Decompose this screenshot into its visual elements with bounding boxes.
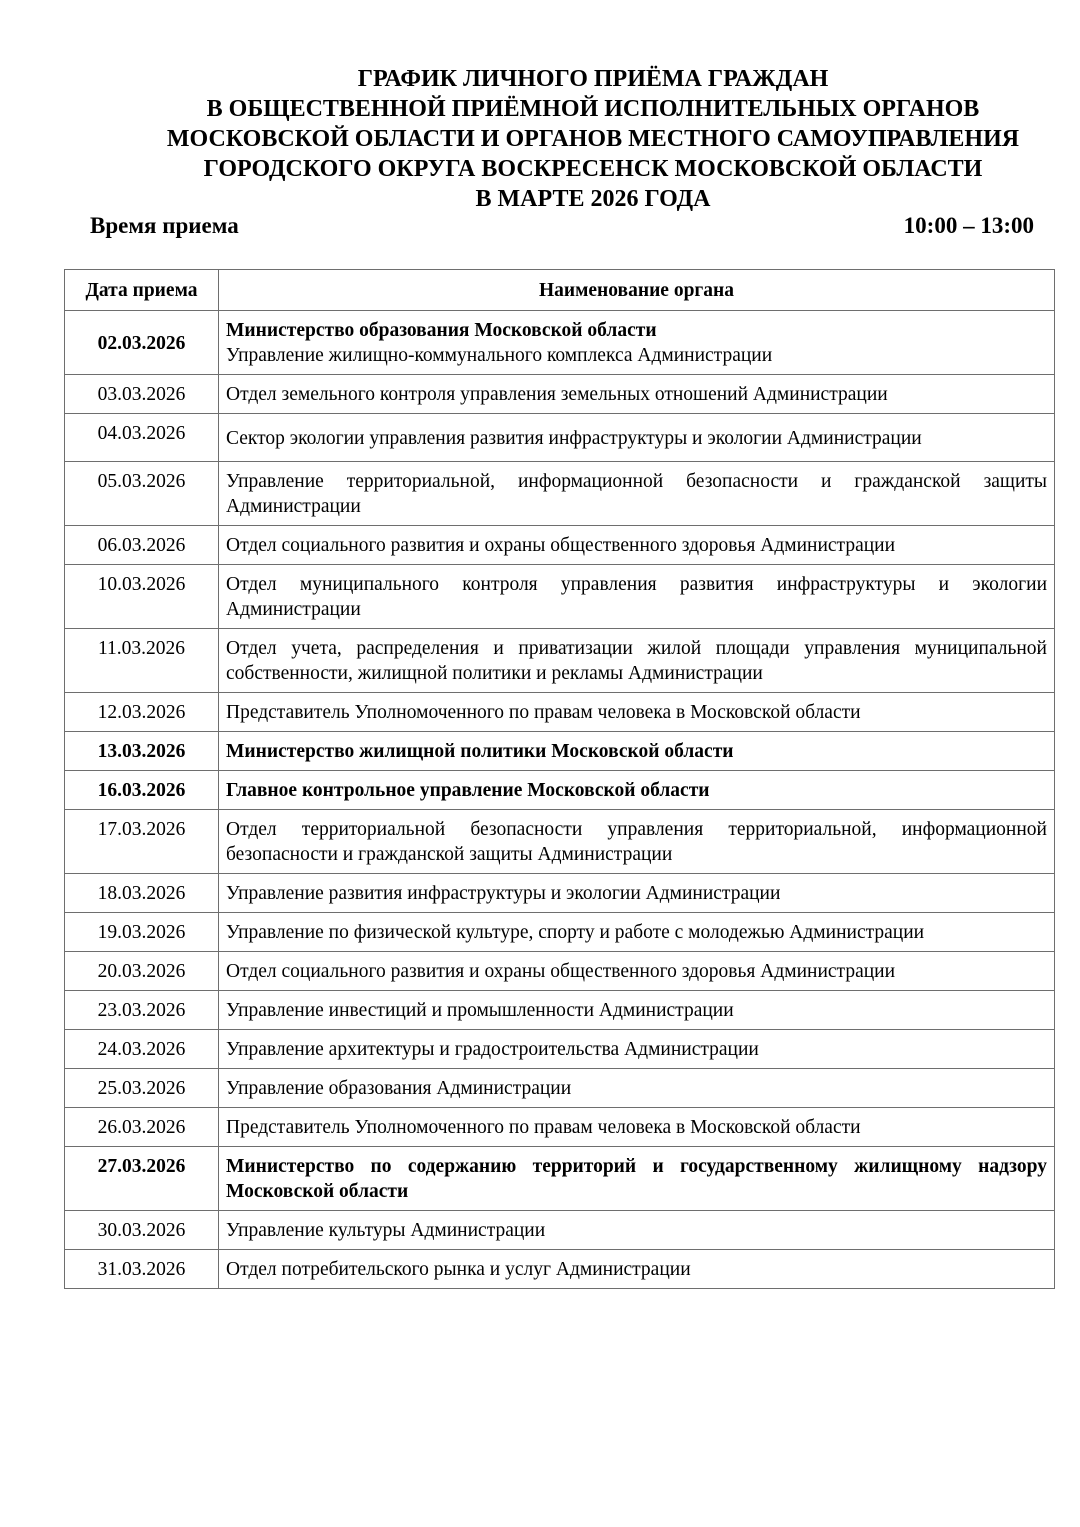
- reception-date: 19.03.2026: [65, 913, 219, 952]
- reception-date: 27.03.2026: [65, 1147, 219, 1211]
- table-row: [65, 629, 1055, 693]
- organ-cell: [219, 462, 1055, 526]
- title-line: ГРАФИК ЛИЧНОГО ПРИЁМА ГРАЖДАН: [357, 66, 829, 92]
- table-row: [65, 375, 1055, 414]
- organ-name: Отдел социального развития и охраны общественного здоровья Администрации: [226, 961, 896, 982]
- table-row: [65, 1211, 1055, 1250]
- table-row: [65, 1030, 1055, 1069]
- organ-name: Управление развития инфраструктуры и экологии Администрации: [226, 883, 781, 904]
- organ-name: Отдел территориальной безопасности управления территориальной, информационной безопасности и гражданской защиты Администрации: [226, 819, 1047, 865]
- organ-cell: [219, 311, 1055, 375]
- title-line: В ОБЩЕСТВЕННОЙ ПРИЁМНОЙ ИСПОЛНИТЕЛЬНЫХ ОРГАНОВ: [206, 96, 980, 122]
- organ-cell: [219, 693, 1055, 732]
- organ-name: Управление по физической культуре, спорту и работе с молодежью Администрации: [226, 922, 925, 943]
- table-row: [65, 1069, 1055, 1108]
- organ-cell: [219, 565, 1055, 629]
- organ-cell: [219, 952, 1055, 991]
- reception-time-value: 10:00 – 13:00: [903, 213, 1034, 238]
- table-row: [65, 311, 1055, 375]
- reception-date: 03.03.2026: [65, 375, 219, 414]
- organ-name: Министерство по содержанию территорий и государственному жилищному надзору Московской области: [226, 1156, 1047, 1202]
- organ-name: Отдел потребительского рынка и услуг Администрации: [226, 1259, 691, 1280]
- organ-name: Министерство жилищной политики Московской области: [226, 741, 734, 762]
- organ-name: Управление образования Администрации: [226, 1078, 572, 1099]
- organ-name: Отдел земельного контроля управления земельных отношений Администрации: [226, 384, 888, 405]
- reception-date: 16.03.2026: [65, 771, 219, 810]
- organ-cell: [219, 629, 1055, 693]
- reception-date: 02.03.2026: [65, 311, 219, 375]
- reception-date: 30.03.2026: [65, 1211, 219, 1250]
- column-header-organ: Наименование органа: [219, 270, 1055, 311]
- organ-name: Представитель Уполномоченного по правам человека в Московской области: [226, 1117, 861, 1138]
- title-line: МОСКОВСКОЙ ОБЛАСТИ И ОРГАНОВ МЕСТНОГО САМОУПРАВЛЕНИЯ: [166, 126, 1020, 152]
- title-line: ГОРОДСКОГО ОКРУГА ВОСКРЕСЕНСК МОСКОВСКОЙ ОБЛАСТИ: [203, 156, 983, 182]
- reception-date: 20.03.2026: [65, 952, 219, 991]
- organ-name: Министерство образования Московской области: [226, 320, 657, 341]
- reception-date: 31.03.2026: [65, 1250, 219, 1289]
- schedule-table: [64, 269, 1055, 1289]
- table-row: [65, 991, 1055, 1030]
- table-row: [65, 565, 1055, 629]
- organ-name: Отдел учета, распределения и приватизации жилой площади управления муниципальной собственности, жилищной политики и рекламы Администрации: [226, 638, 1047, 684]
- organ-cell: [219, 526, 1055, 565]
- organ-name: Отдел муниципального контроля управления развития инфраструктуры и экологии Администрации: [226, 574, 1047, 620]
- table-row: [65, 771, 1055, 810]
- table-header-row: [65, 270, 1055, 311]
- reception-date: 04.03.2026: [65, 414, 219, 462]
- organ-cell: [219, 1108, 1055, 1147]
- organ-name-secondary: Управление жилищно-коммунального комплекса Администрации: [226, 345, 773, 366]
- reception-date: 11.03.2026: [65, 629, 219, 693]
- table-row: [65, 1108, 1055, 1147]
- organ-cell: [219, 414, 1055, 462]
- organ-name: Управление инвестиций и промышленности Администрации: [226, 1000, 734, 1021]
- table-row: [65, 952, 1055, 991]
- table-row: [65, 526, 1055, 565]
- organ-name: Сектор экологии управления развития инфраструктуры и экологии Администрации: [226, 428, 922, 449]
- table-row: [65, 732, 1055, 771]
- organ-name: Управление архитектуры и градостроительства Администрации: [226, 1039, 759, 1060]
- reception-date: 12.03.2026: [65, 693, 219, 732]
- reception-date: 06.03.2026: [65, 526, 219, 565]
- column-header-date: Дата приема: [65, 270, 219, 311]
- organ-name: Главное контрольное управление Московской области: [226, 780, 710, 801]
- table-row: [65, 1147, 1055, 1211]
- organ-cell: [219, 991, 1055, 1030]
- organ-cell: [219, 1069, 1055, 1108]
- reception-date: 05.03.2026: [65, 462, 219, 526]
- organ-name: Управление культуры Администрации: [226, 1220, 546, 1241]
- reception-date: 24.03.2026: [65, 1030, 219, 1069]
- organ-cell: [219, 810, 1055, 874]
- reception-date: 25.03.2026: [65, 1069, 219, 1108]
- organ-cell: [219, 874, 1055, 913]
- reception-date: 23.03.2026: [65, 991, 219, 1030]
- organ-name: Управление территориальной, информационной безопасности и гражданской защиты Администрации: [226, 471, 1047, 517]
- reception-date: 18.03.2026: [65, 874, 219, 913]
- reception-date: 26.03.2026: [65, 1108, 219, 1147]
- organ-cell: [219, 1211, 1055, 1250]
- organ-cell: [219, 1147, 1055, 1211]
- table-row: [65, 462, 1055, 526]
- organ-cell: [219, 771, 1055, 810]
- organ-cell: [219, 375, 1055, 414]
- organ-name: Отдел социального развития и охраны общественного здоровья Администрации: [226, 535, 896, 556]
- organ-cell: [219, 913, 1055, 952]
- document-title: [0, 64, 1080, 214]
- table-row: [65, 693, 1055, 732]
- title-line: В МАРТЕ 2026 ГОДА: [475, 186, 711, 212]
- reception-date: 17.03.2026: [65, 810, 219, 874]
- table-row: [65, 874, 1055, 913]
- reception-date: 10.03.2026: [65, 565, 219, 629]
- organ-cell: [219, 732, 1055, 771]
- table-row: [65, 1250, 1055, 1289]
- organ-cell: [219, 1030, 1055, 1069]
- table-row: [65, 810, 1055, 874]
- reception-date: 13.03.2026: [65, 732, 219, 771]
- reception-time-label: Время приема: [90, 213, 239, 238]
- table-row: [65, 414, 1055, 462]
- organ-name: Представитель Уполномоченного по правам человека в Московской области: [226, 702, 861, 723]
- table-row: [65, 913, 1055, 952]
- organ-cell: [219, 1250, 1055, 1289]
